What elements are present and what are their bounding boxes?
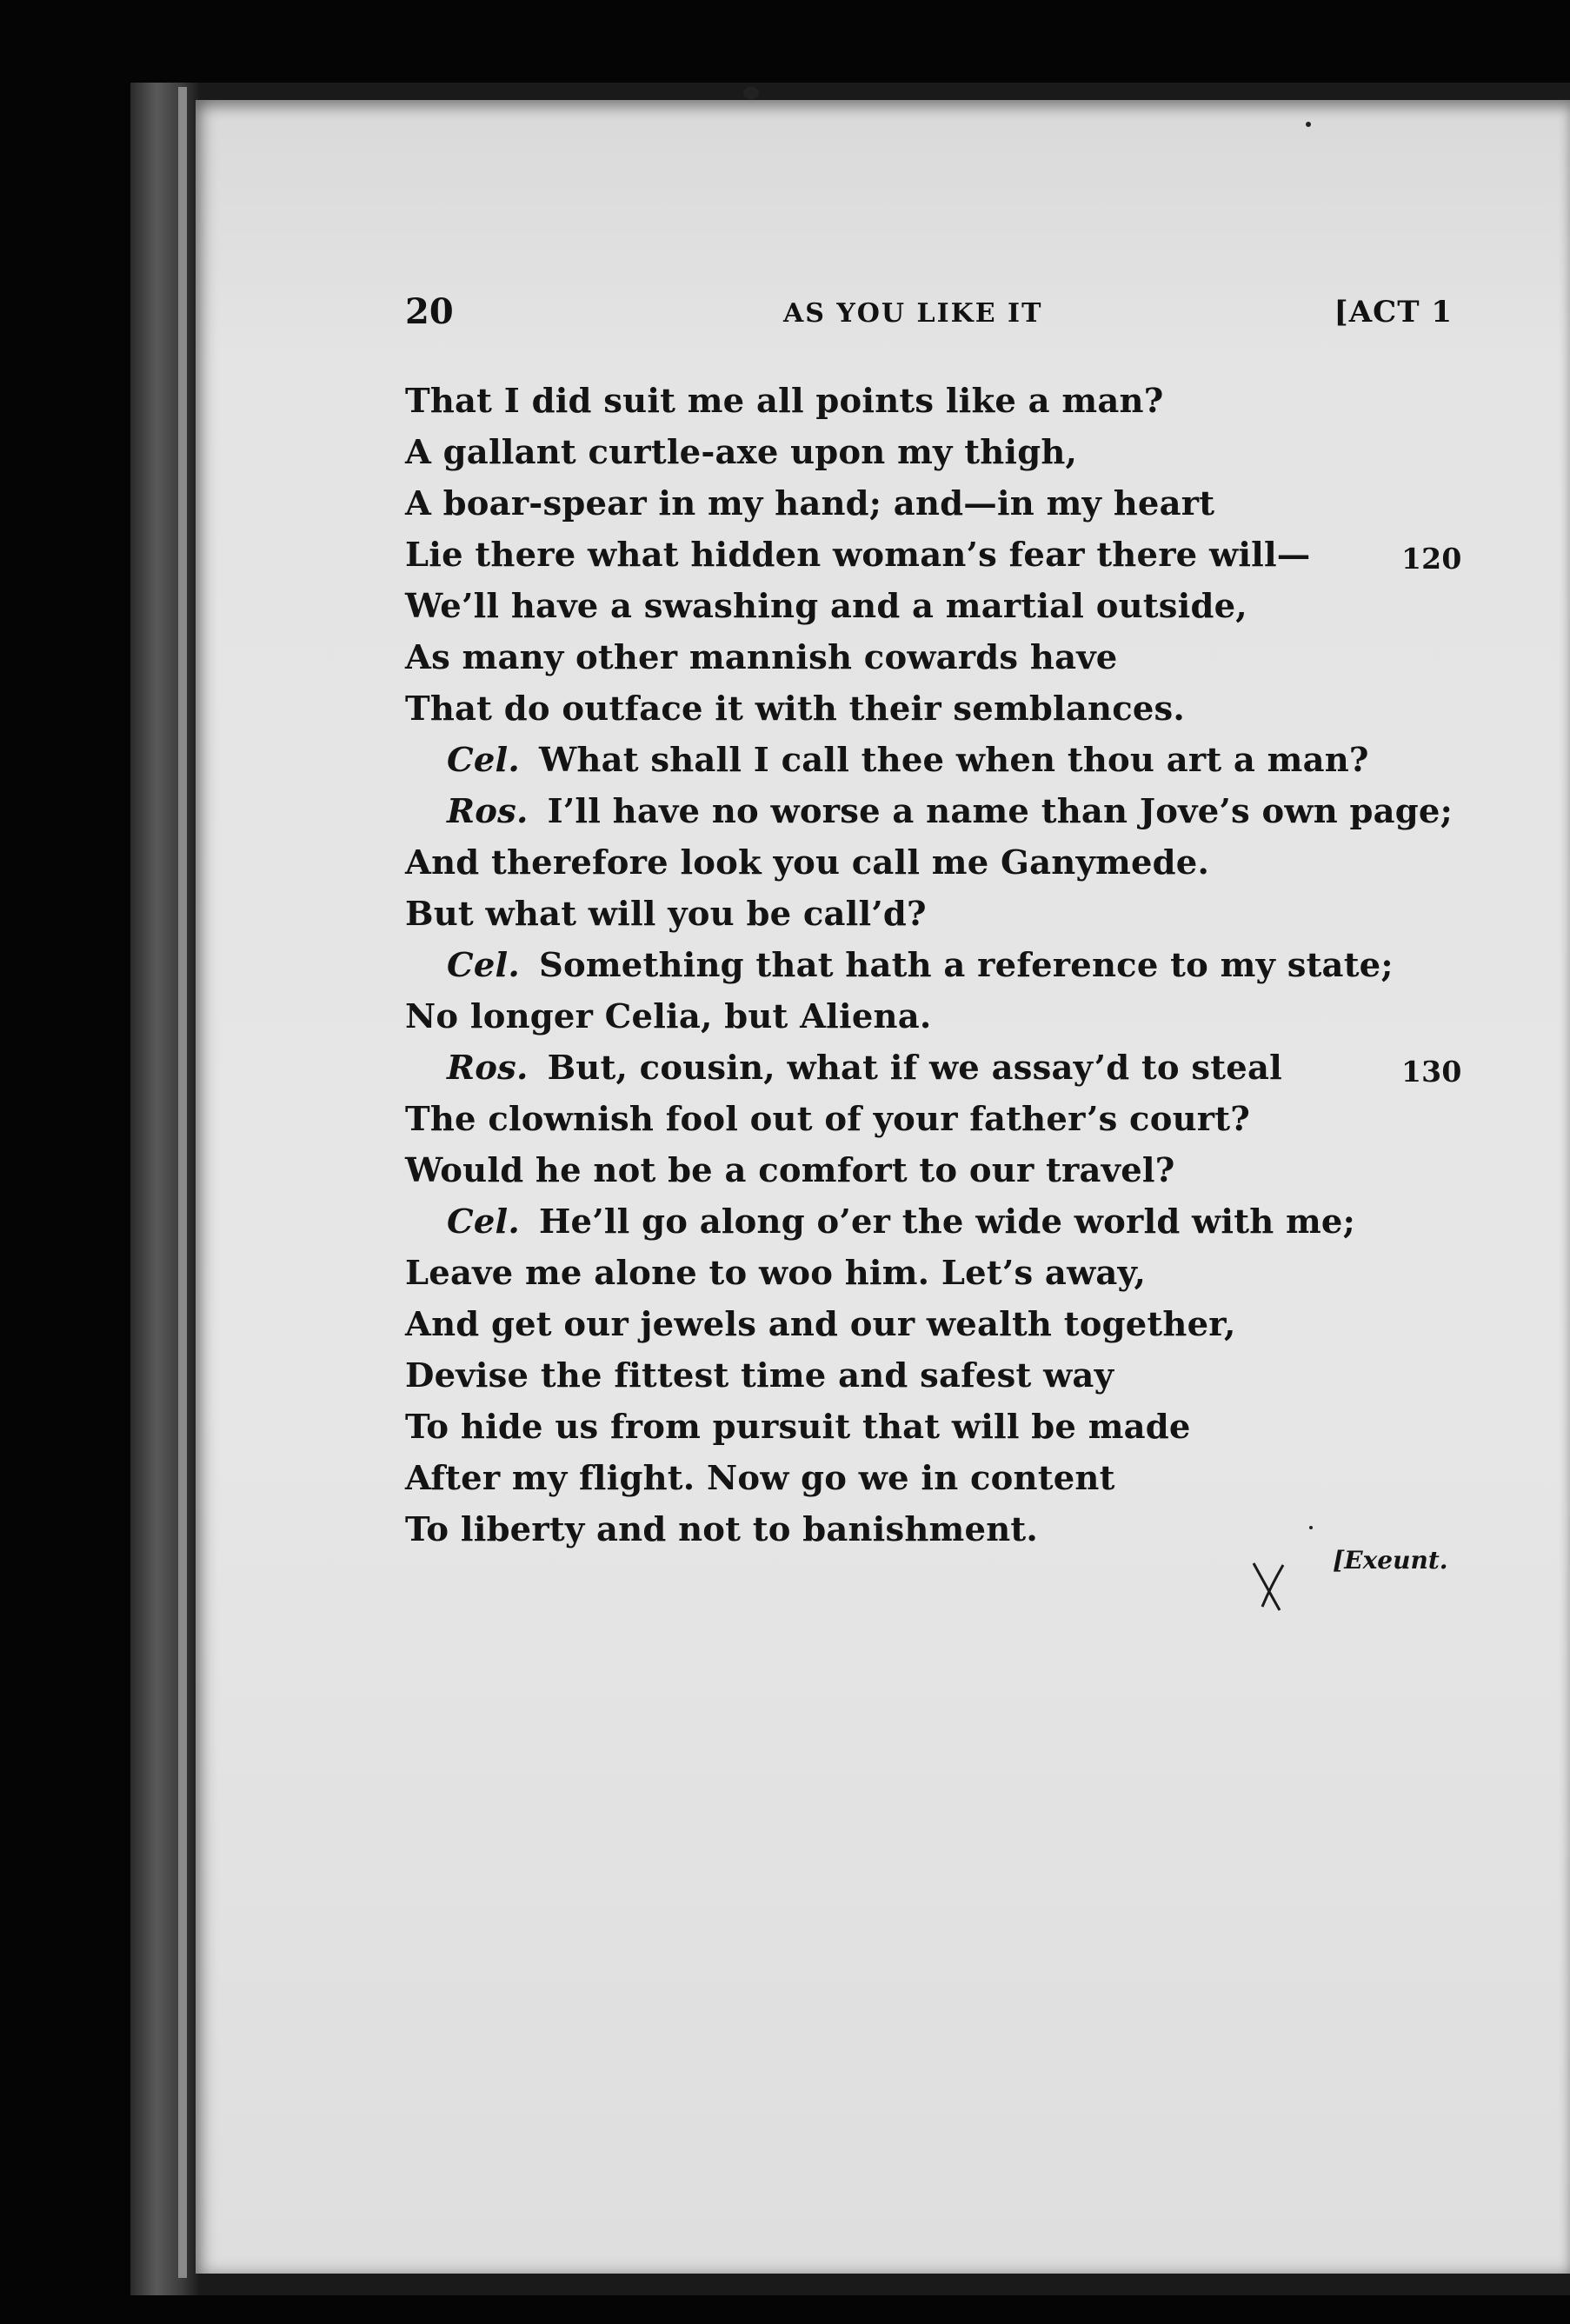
dust-speck xyxy=(1306,122,1311,127)
line-text: Devise the fittest time and safest way xyxy=(405,1356,1114,1395)
line-text: After my flight. Now go we in content xyxy=(405,1459,1115,1498)
verse-line xyxy=(405,683,1470,735)
line-text: That do outface it with their semblances. xyxy=(405,689,1186,729)
verse-line xyxy=(405,427,1470,478)
speaker-name: Ros. xyxy=(447,1049,529,1088)
stage-direction: [Exeunt. xyxy=(1333,1546,1448,1575)
verse-line xyxy=(405,478,1470,529)
line-number: 130 xyxy=(1401,1055,1462,1089)
dust-speck xyxy=(1309,1526,1313,1529)
line-number: 120 xyxy=(1401,542,1462,576)
verse-line xyxy=(405,1196,1470,1248)
verse-line xyxy=(405,940,1470,991)
speaker-name: Cel. xyxy=(447,1202,520,1242)
line-text: That I did suit me all points like a man? xyxy=(405,382,1164,421)
running-header xyxy=(405,291,1453,343)
line-text: We’ll have a swashing and a martial outside, xyxy=(405,587,1247,626)
verse-line xyxy=(405,735,1470,786)
verse-line xyxy=(405,991,1470,1042)
line-text: I’ll have no worse a name than Jove’s own page; xyxy=(547,792,1453,831)
verse-line xyxy=(405,1402,1470,1453)
speaker-name: Cel. xyxy=(447,741,520,780)
line-text: And get our jewels and our wealth together, xyxy=(405,1305,1236,1344)
line-text: But what will you be call’d? xyxy=(405,895,927,934)
line-text: And therefore look you call me Ganymede. xyxy=(405,843,1210,882)
line-text: What shall I call thee when thou art a man? xyxy=(538,741,1369,780)
verse-lines xyxy=(405,376,1470,1555)
act-label: [ACT 1 xyxy=(1334,295,1453,330)
line-text: A boar-spear in my hand; and—in my heart xyxy=(405,484,1215,523)
line-text: To liberty and not to banishment. xyxy=(405,1510,1038,1549)
verse-line xyxy=(405,1299,1470,1350)
verse-line xyxy=(405,837,1470,889)
verse-line xyxy=(405,1042,1470,1094)
pencil-x-mark xyxy=(1245,1556,1297,1617)
verse-line xyxy=(405,1350,1470,1402)
line-text: Something that hath a reference to my state; xyxy=(538,946,1394,985)
verse-line xyxy=(405,889,1470,940)
verse-line xyxy=(405,581,1470,632)
verse-line xyxy=(405,1094,1470,1145)
line-text: He’ll go along o’er the wide world with me; xyxy=(538,1202,1356,1242)
verse-line xyxy=(405,786,1470,837)
page-number: 20 xyxy=(405,291,454,332)
verse-line xyxy=(405,1145,1470,1196)
line-text: The clownish fool out of your father’s court? xyxy=(405,1100,1250,1139)
line-text: Would he not be a comfort to our travel? xyxy=(405,1151,1175,1190)
line-text: Leave me alone to woo him. Let’s away, xyxy=(405,1254,1147,1293)
verse-line xyxy=(405,529,1470,581)
line-text: To hide us from pursuit that will be made xyxy=(405,1408,1191,1447)
verse-line xyxy=(405,1248,1470,1299)
verse-line xyxy=(405,1504,1470,1555)
line-text: But, cousin, what if we assay’d to steal xyxy=(547,1049,1282,1088)
line-text: A gallant curtle-axe upon my thigh, xyxy=(405,433,1078,472)
running-title: AS YOU LIKE IT xyxy=(783,298,1043,329)
line-text: As many other mannish cowards have xyxy=(405,638,1118,677)
verse-line xyxy=(405,376,1470,427)
speaker-name: Ros. xyxy=(447,792,529,831)
line-text: Lie there what hidden woman’s fear there will— xyxy=(405,536,1311,575)
line-text: No longer Celia, but Aliena. xyxy=(405,997,932,1036)
speaker-name: Cel. xyxy=(447,946,520,985)
verse-line xyxy=(405,632,1470,683)
verse-line xyxy=(405,1453,1470,1504)
page-frame-line xyxy=(178,87,187,2278)
dust-speck xyxy=(743,87,759,99)
